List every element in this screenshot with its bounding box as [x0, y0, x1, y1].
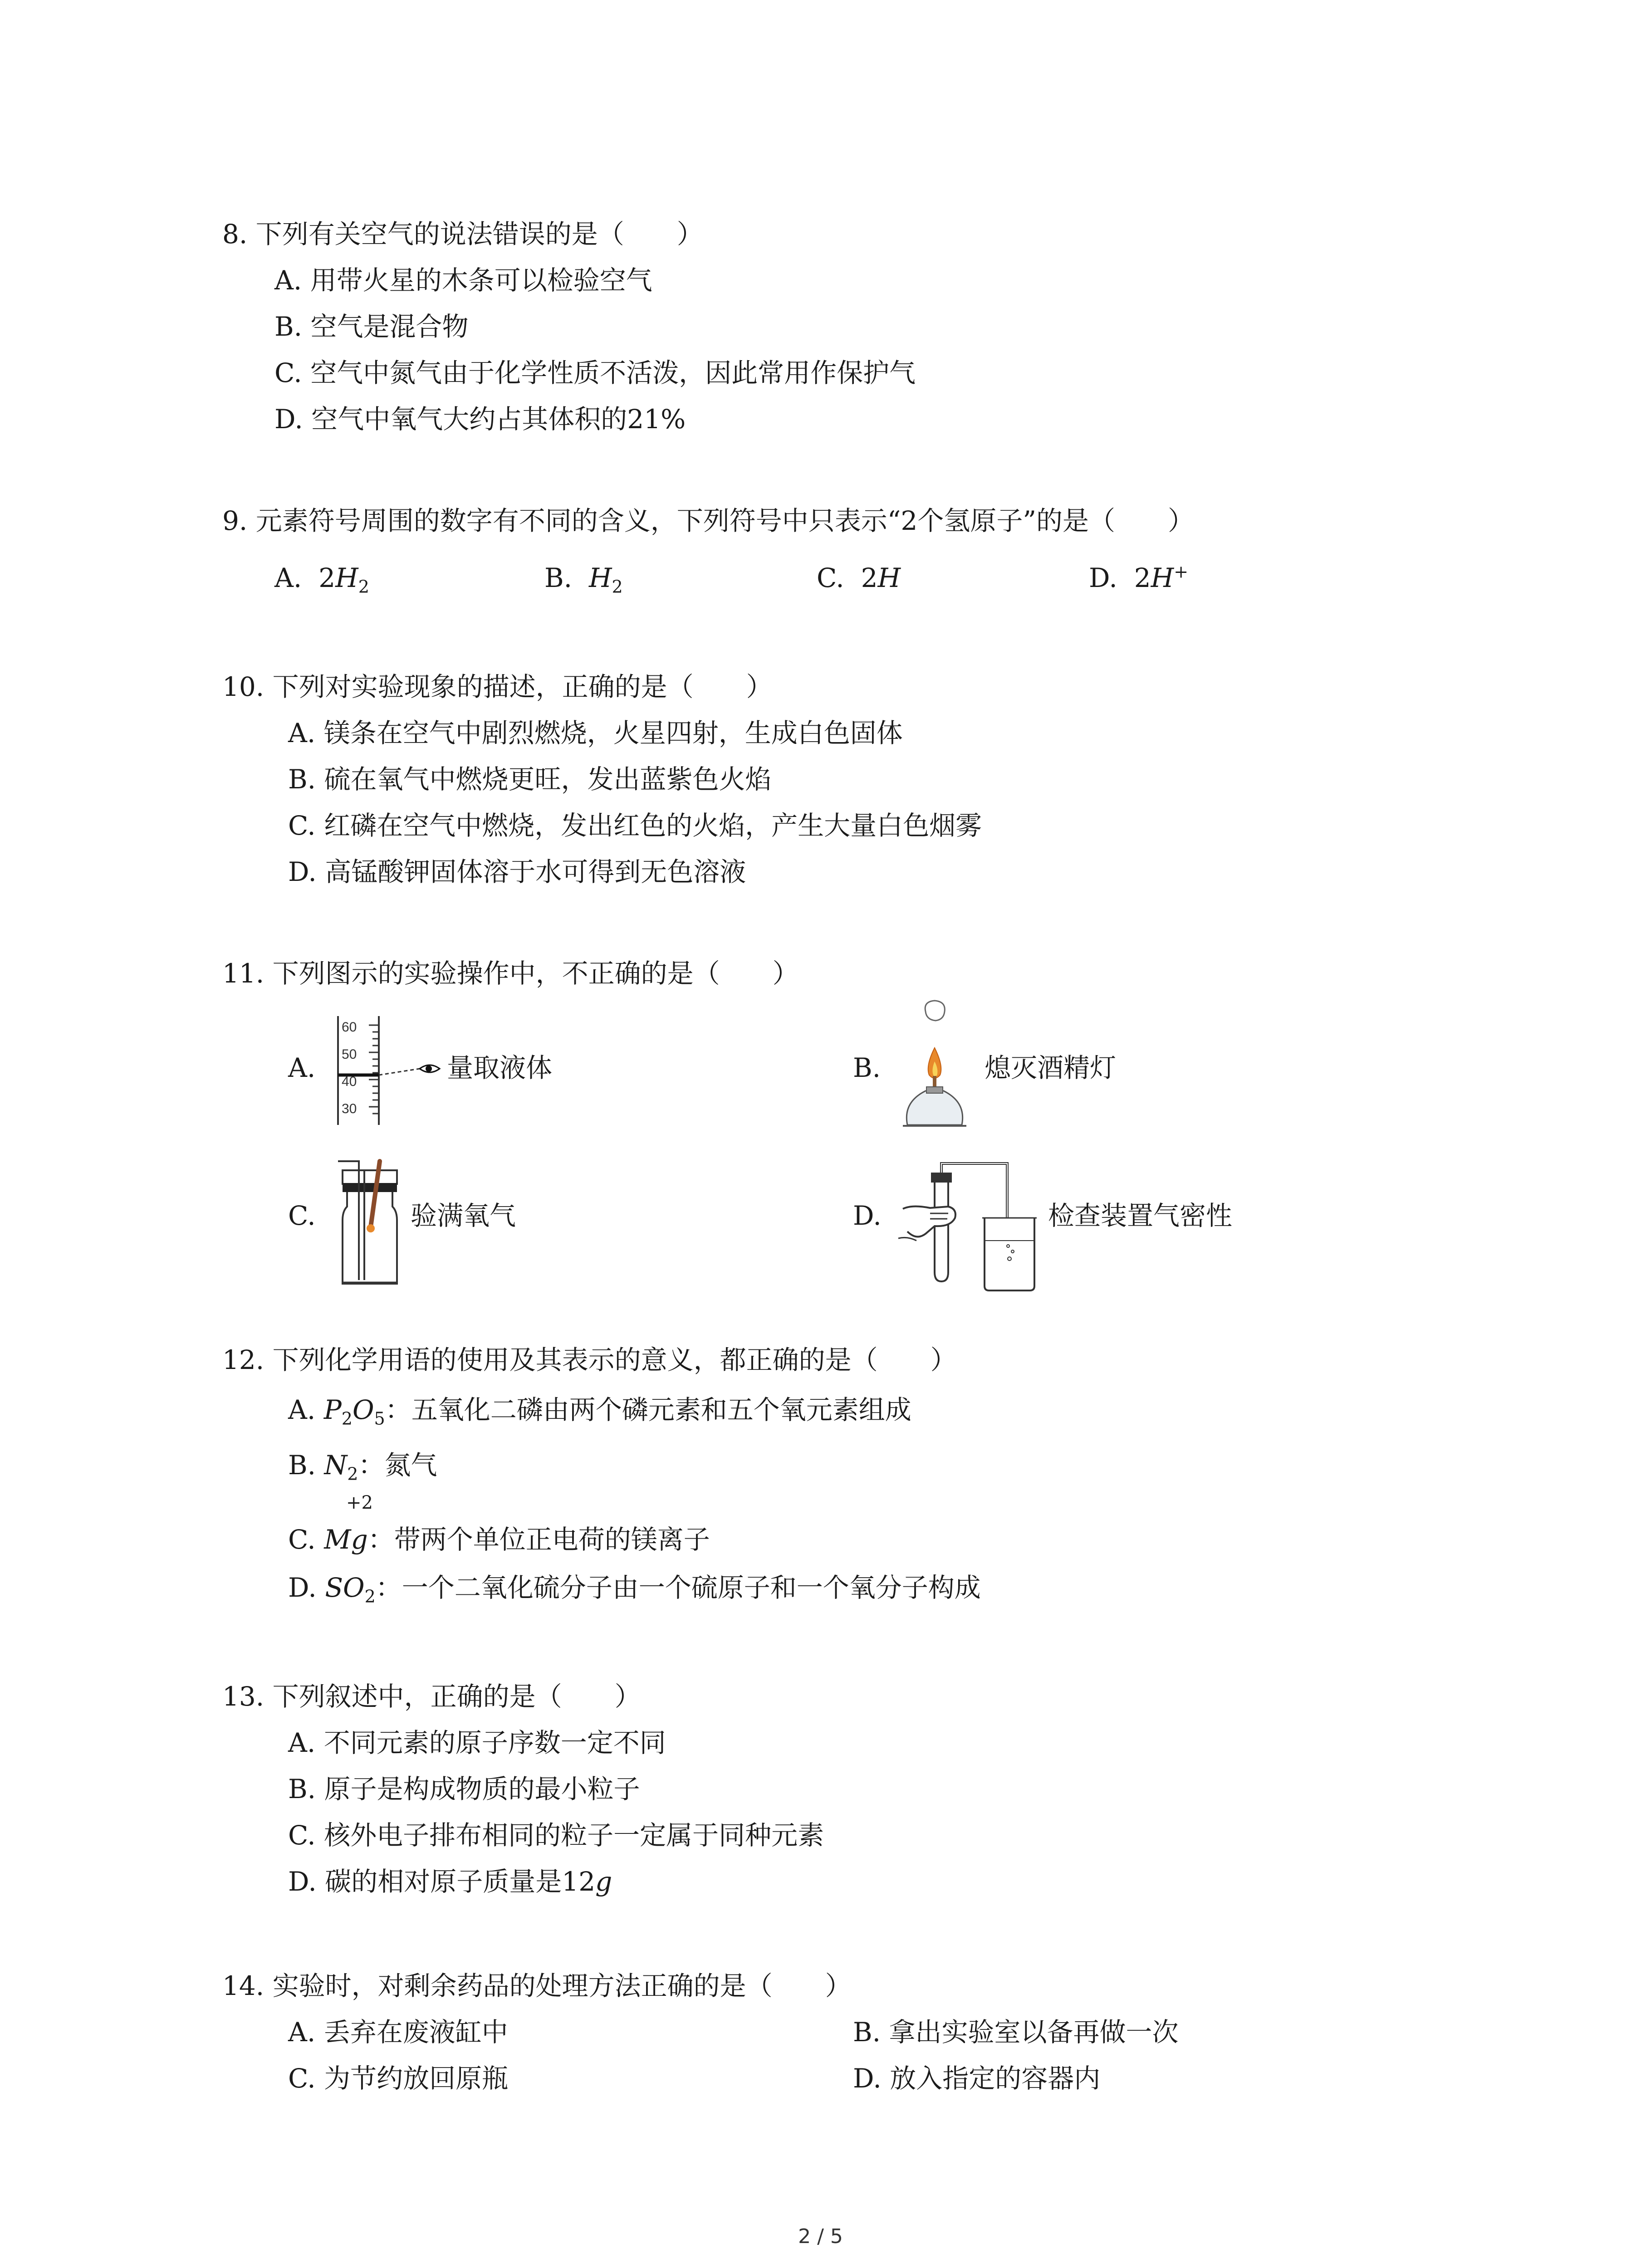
- option-label: B.: [288, 1450, 316, 1481]
- tick-label: 40: [342, 1074, 357, 1089]
- q10-option-a: A. 镁条在空气中剧烈燃烧，火星四射，生成白色固体: [288, 718, 903, 748]
- q12-option-d: [288, 1569, 981, 1606]
- option-text: D. 碳的相对原子质量是12: [288, 1866, 596, 1897]
- q9-option-c: [817, 560, 901, 596]
- q14-stem: 14. 实验时，对剩余药品的处理方法正确的是（ ）: [222, 1970, 852, 2001]
- q14-option-b: B. 拿出实验室以备再做一次: [853, 2017, 1179, 2048]
- coefficient: 2: [1134, 562, 1151, 593]
- q12-c-charge: +2: [346, 1492, 373, 1513]
- eye-icon: [420, 1065, 440, 1072]
- unit: g: [595, 1866, 612, 1897]
- q9-option-b: [544, 560, 623, 596]
- option-label: C.: [288, 1524, 316, 1555]
- q10-option-b: B. 硫在氧气中燃烧更旺，发出蓝紫色火焰: [288, 764, 772, 795]
- symbol: H: [335, 562, 358, 593]
- q12-stem: 12. 下列化学用语的使用及其表示的意义，都正确的是（ ）: [222, 1344, 957, 1375]
- q14-option-d: D. 放入指定的容器内: [853, 2063, 1101, 2094]
- subscript: 2: [341, 1408, 353, 1429]
- q11-option-d-text: 检查装置气密性: [1048, 1200, 1233, 1231]
- beaker-icon: [982, 1218, 1037, 1290]
- q8-option-b: B. 空气是混合物: [274, 311, 469, 342]
- option-label: C.: [817, 562, 844, 593]
- symbol: H: [588, 562, 612, 593]
- option-label: D.: [1089, 562, 1117, 593]
- option-label: D.: [288, 1572, 317, 1603]
- page-number: 2 / 5: [798, 2225, 843, 2248]
- option-label: A.: [274, 562, 302, 593]
- formula-element: N: [324, 1450, 348, 1481]
- subscript: 2: [612, 577, 623, 597]
- q9-option-d: [1089, 560, 1188, 596]
- gas-bottle-icon: [329, 1152, 411, 1288]
- alcohol-lamp-icon: [894, 998, 975, 1134]
- coefficient: 2: [318, 562, 336, 593]
- symbol: H: [1151, 562, 1174, 593]
- q8-option-d: D. 空气中氧气大约占其体积的21%: [274, 404, 686, 435]
- formula-element: SO: [325, 1572, 365, 1603]
- q14-option-c: C. 为节约放回原瓶: [288, 2063, 509, 2094]
- q13-stem: 13. 下列叙述中，正确的是（ ）: [222, 1681, 641, 1712]
- q11-option-c-label: C.: [288, 1200, 316, 1231]
- q11-option-d-label: D.: [853, 1200, 882, 1231]
- q10-option-d: D. 高锰酸钾固体溶于水可得到无色溶液: [288, 856, 746, 887]
- q11-stem: 11. 下列图示的实验操作中，不正确的是（ ）: [222, 958, 799, 989]
- q14-option-a: A. 丢弃在废液缸中: [288, 2017, 508, 2048]
- q9-option-a: [274, 560, 369, 596]
- q11-option-a-label: A.: [288, 1052, 316, 1083]
- q11-option-b-text: 熄灭酒精灯: [985, 1052, 1117, 1083]
- measuring-cylinder-icon: [329, 1012, 447, 1129]
- q11-option-c-text: 验满氧气: [411, 1200, 516, 1231]
- subscript: 2: [347, 1464, 358, 1484]
- symbol: H: [877, 562, 901, 593]
- q9-stem: 9. 元素符号周围的数字有不同的含义，下列符号中只表示“2个氢原子”的是（ ）: [222, 505, 1194, 536]
- q12-option-b: [288, 1447, 437, 1483]
- formula-element: Mg: [324, 1524, 368, 1555]
- q11-option-a-text: 量取液体: [447, 1052, 553, 1083]
- option-text: ：氮气: [358, 1450, 437, 1481]
- q10-option-c: C. 红磷在空气中燃烧，发出红色的火焰，产生大量白色烟雾: [288, 810, 982, 841]
- q8-stem: 8. 下列有关空气的说法错误的是（ ）: [222, 219, 703, 249]
- option-label: B.: [544, 562, 573, 593]
- q10-stem: 10. 下列对实验现象的描述，正确的是（ ）: [222, 671, 773, 702]
- option-text: ：一个二氧化硫分子由一个硫原子和一个氧分子构成: [375, 1572, 981, 1603]
- q13-option-a: A. 不同元素的原子序数一定不同: [288, 1727, 666, 1758]
- q11-option-b-label: B.: [853, 1052, 881, 1083]
- option-label: A.: [288, 1394, 316, 1425]
- formula-element: P: [323, 1394, 342, 1425]
- hand-test-tube-icon: [894, 1150, 1043, 1295]
- option-text: ：带两个单位正电荷的镁离子: [367, 1524, 710, 1555]
- option-text: ：五氧化二磷由两个磷元素和五个氧元素组成: [385, 1394, 911, 1425]
- subscript: 2: [358, 577, 369, 597]
- q12-option-c: [288, 1521, 710, 1558]
- formula-element: O: [352, 1394, 374, 1425]
- tick-label: 60: [342, 1020, 357, 1035]
- q13-option-b: B. 原子是构成物质的最小粒子: [288, 1774, 640, 1804]
- q8-option-a: A. 用带火星的木条可以检验空气: [274, 265, 652, 296]
- q13-option-c: C. 核外电子排布相同的粒子一定属于同种元素: [288, 1820, 824, 1851]
- coefficient: 2: [861, 562, 878, 593]
- q13-option-d: [288, 1863, 612, 1900]
- subscript: 5: [374, 1408, 385, 1429]
- tick-label: 30: [342, 1101, 357, 1116]
- subscript: 2: [364, 1586, 376, 1607]
- lamp-cap-icon: [925, 1001, 945, 1021]
- q8-option-c: C. 空气中氮气由于化学性质不活泼，因此常用作保护气: [274, 357, 916, 388]
- tick-label: 50: [342, 1047, 357, 1062]
- superscript: +: [1174, 562, 1189, 582]
- q12-option-a: [288, 1392, 911, 1428]
